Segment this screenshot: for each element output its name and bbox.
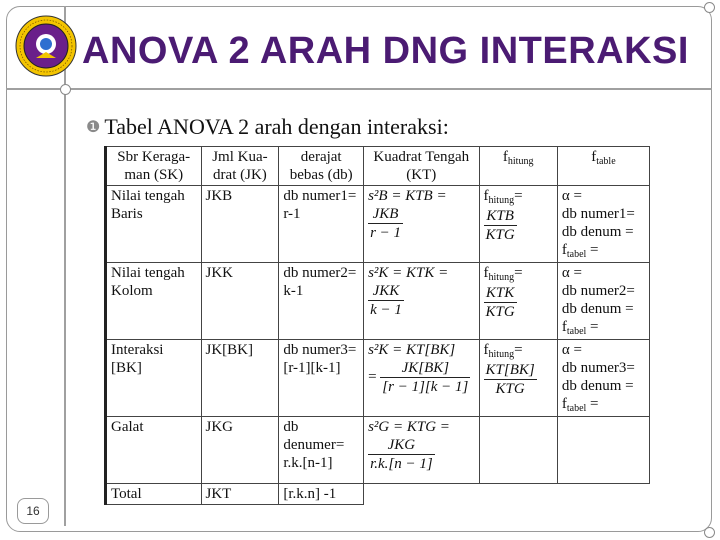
ft-line: α = bbox=[561, 265, 582, 281]
ft-eq: = bbox=[586, 319, 599, 335]
cell-db: db denumer= r.k.[n-1] bbox=[279, 417, 364, 484]
table-row bbox=[106, 417, 650, 484]
anova-table bbox=[104, 146, 650, 505]
cell-db: db numer1= r-1 bbox=[279, 186, 364, 263]
cell-jk: JKK bbox=[201, 263, 279, 340]
ft-line: α = bbox=[561, 188, 582, 204]
ft-line: db numer3= bbox=[561, 360, 635, 376]
bullet-text bbox=[86, 114, 449, 140]
cell-kt: s²K = KT[BK] = $\frac{JK[BK]}{[r - 1][k - 1]}$ bbox=[364, 340, 479, 417]
cell-fhitung bbox=[479, 186, 557, 263]
ftable-sub: table bbox=[596, 156, 616, 167]
cell-jk: JKT bbox=[201, 484, 279, 505]
kt-num: JKG bbox=[368, 436, 435, 455]
fh-lhs-line bbox=[484, 187, 553, 207]
f-label: f bbox=[561, 319, 567, 335]
header-jk: Jml Kua-drat (JK) bbox=[201, 147, 279, 186]
cell-sk: Interaksi [BK] bbox=[106, 340, 202, 417]
hitung-sub: hitung bbox=[488, 272, 515, 283]
fh-den: KTG bbox=[485, 227, 515, 243]
kt-num: JK[BK] bbox=[380, 359, 470, 378]
ft-line: db denum = bbox=[561, 301, 634, 317]
fh-lhs-line bbox=[484, 341, 553, 361]
kt-lhs: s²B = KTB = bbox=[368, 188, 447, 204]
cell-kt bbox=[364, 417, 479, 484]
hitung-sub: hitung bbox=[488, 349, 515, 360]
decorative-horizontal-line bbox=[6, 88, 712, 90]
fhitung-f: f bbox=[502, 149, 508, 165]
kt-fraction bbox=[368, 205, 403, 242]
cell-sk: Nilai tengah Baris bbox=[106, 186, 202, 263]
kt-fraction bbox=[380, 359, 470, 396]
header-db: derajat bebas (db) bbox=[279, 147, 364, 186]
kt-num: JKK bbox=[368, 282, 404, 301]
tabel-sub: tabel bbox=[566, 403, 587, 414]
fh-lhs: = bbox=[514, 188, 523, 204]
kt-fraction bbox=[368, 282, 404, 319]
bullet-label: Tabel ANOVA 2 arah dengan interaksi: bbox=[104, 114, 449, 139]
decorative-corner-dot bbox=[704, 527, 715, 538]
fh-den: KTG bbox=[485, 304, 515, 320]
fh-lhs: = bbox=[514, 342, 523, 358]
cell-jk: JK[BK] bbox=[201, 340, 279, 417]
hitung-sub: hitung bbox=[488, 195, 515, 206]
fhitung-sub: hitung bbox=[507, 156, 534, 167]
ft-line bbox=[562, 241, 645, 261]
cell-sk: Galat bbox=[106, 417, 202, 484]
cell-sk: Total bbox=[106, 484, 202, 505]
f-label: f bbox=[483, 265, 489, 281]
f-label: f bbox=[561, 242, 567, 258]
cell-fhitung-empty bbox=[479, 417, 557, 484]
fh-num: KTB bbox=[484, 207, 517, 226]
header-ftable bbox=[557, 147, 649, 186]
fh-lhs-line bbox=[484, 264, 553, 284]
university-logo bbox=[14, 14, 78, 78]
cell-db: db numer3= [r-1][k-1] bbox=[279, 340, 364, 417]
ft-line: db denum = bbox=[561, 224, 634, 240]
cell-db: db numer2= k-1 bbox=[279, 263, 364, 340]
fh-fraction bbox=[484, 284, 517, 321]
fh-den: KTG bbox=[495, 381, 525, 397]
kt-den: r − 1 bbox=[370, 225, 402, 241]
tabel-sub: tabel bbox=[566, 249, 587, 260]
fh-lhs: = bbox=[514, 265, 523, 281]
kt-den: [r − 1][k − 1] bbox=[382, 379, 469, 395]
ft-line bbox=[562, 395, 645, 415]
bullet-icon: ❶ bbox=[86, 119, 101, 136]
f-label: f bbox=[561, 396, 567, 412]
kt-lhs: s²G = KTG = bbox=[368, 419, 450, 435]
cell-ftable bbox=[557, 340, 649, 417]
header-fhitung bbox=[479, 147, 557, 186]
kt-fraction bbox=[368, 436, 435, 473]
kt-den: k − 1 bbox=[370, 302, 402, 318]
cell-ftable bbox=[557, 263, 649, 340]
f-label: f bbox=[483, 188, 489, 204]
f-label: f bbox=[483, 342, 489, 358]
ft-line: db denum = bbox=[561, 378, 634, 394]
kt-lhs: s²K = KTK = bbox=[368, 265, 449, 281]
cell-ftable bbox=[557, 186, 649, 263]
cell-sk: Nilai tengah Kolom bbox=[106, 263, 202, 340]
fh-num: KTK bbox=[484, 284, 517, 303]
cell-kt bbox=[364, 186, 479, 263]
ft-line: db numer1= bbox=[561, 206, 635, 222]
ft-eq: = bbox=[586, 396, 599, 412]
ft-line: db numer2= bbox=[561, 283, 635, 299]
table-header-row bbox=[106, 147, 650, 186]
page-number: 16 bbox=[17, 498, 49, 524]
fh-fraction bbox=[484, 207, 517, 244]
cell-fhitung bbox=[479, 263, 557, 340]
kt-num: JKB bbox=[368, 205, 403, 224]
fh-fraction bbox=[484, 361, 537, 398]
decorative-corner-dot bbox=[704, 2, 715, 13]
tabel-sub: tabel bbox=[566, 326, 587, 337]
table-row bbox=[106, 186, 650, 263]
cell-ftable-empty bbox=[557, 417, 649, 484]
slide-title: ANOVA 2 ARAH DNG INTERAKSI bbox=[82, 30, 689, 72]
cell-empty bbox=[557, 484, 649, 505]
cell-empty bbox=[364, 484, 479, 505]
ft-eq: = bbox=[586, 242, 599, 258]
kt-den: r.k.[n − 1] bbox=[370, 456, 433, 472]
cell-empty bbox=[479, 484, 557, 505]
cell-jk: JKB bbox=[201, 186, 279, 263]
decorative-corner-dot bbox=[60, 84, 71, 95]
header-kt: Kuadrat Tengah (KT) bbox=[364, 147, 479, 186]
ft-line: α = bbox=[561, 342, 582, 358]
kt-lhs: s²K = KT[BK] bbox=[368, 342, 456, 358]
header-sumber: Sbr Keraga-man (SK) bbox=[106, 147, 202, 186]
table-row bbox=[106, 263, 650, 340]
cell-db: [r.k.n] -1 bbox=[279, 484, 364, 505]
cell-fhitung bbox=[479, 340, 557, 417]
ft-line bbox=[562, 318, 645, 338]
cell-jk: JKG bbox=[201, 417, 279, 484]
cell-kt bbox=[364, 263, 479, 340]
fh-num: KT[BK] bbox=[485, 362, 535, 378]
table-row bbox=[106, 484, 650, 505]
ftable-f: f bbox=[591, 149, 597, 165]
table-row bbox=[106, 340, 650, 417]
